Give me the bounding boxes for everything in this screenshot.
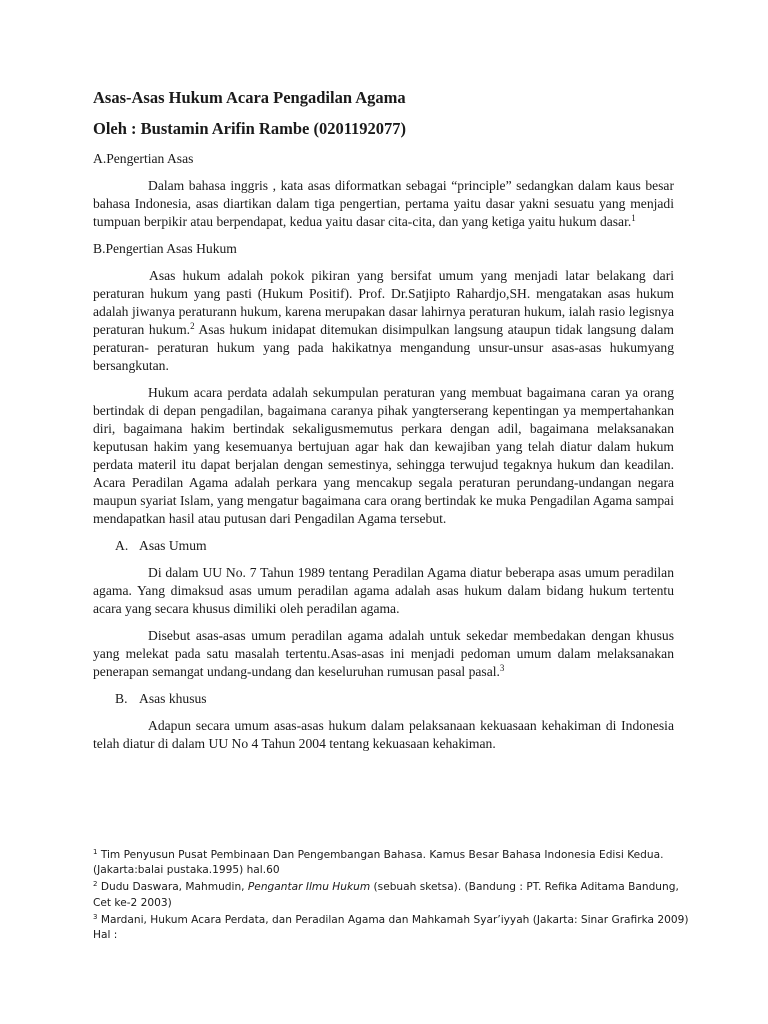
- paragraph-asas-hukum: [93, 267, 674, 375]
- section-heading-pengertian-asas-hukum: B.Pengertian Asas Hukum: [93, 241, 237, 256]
- footnote-ref: 3: [499, 663, 505, 673]
- footnote-book-title: Pengantar Ilmu Hukum: [247, 881, 371, 894]
- subheading-asas-umum: [93, 537, 674, 555]
- paragraph-pengertian-asas: [93, 177, 674, 231]
- footnote-text: Dudu Daswara, Mahmudin,: [97, 881, 248, 894]
- footnote-3: [93, 913, 693, 943]
- list-marker: A.: [115, 538, 129, 553]
- subheading-asas-khusus: [93, 690, 674, 708]
- footnote-number: 1: [93, 848, 98, 856]
- paragraph-text: Asas hukum adalah pokok pikiran yang bersifat umum yang menjadi latar belakang dari peraturan hukum yang pasti (Hukum Positif). Prof. Dr.Satjipto Rahardjo,SH. mengatakan asas hukum adalah jiwanya peraturann hukum, karena merupakan dasar lahirnya peraturan hukum, ialah rasio legisnya peraturan hukum.: [93, 268, 674, 337]
- footnotes: [93, 848, 693, 945]
- footnote-ref: 2: [190, 321, 195, 331]
- footnote-2: [93, 880, 693, 910]
- paragraph-asas-umum-2: [93, 627, 674, 681]
- subheading-text: Asas khusus: [139, 691, 207, 706]
- footnote-text: Mardani, Hukum Acara Perdata, dan Peradilan Agama dan Mahkamah Syar’iyyah (Jakarta: Sinar Grafirka 2009) Hal :: [93, 913, 689, 942]
- subheading-text: Asas Umum: [139, 538, 207, 553]
- paragraph-text: Disebut asas-asas umum peradilan agama adalah untuk sekedar membedakan dengan khusus yang melekat pada satu masalah tertentu.Asas-asas ini menjadi pedoman umum dalam melaksanakan penerapan semangat undang-undang dan keseluruhan rumusan pasal pasal.: [93, 628, 674, 679]
- document-body: [93, 88, 674, 762]
- footnote-number: 2: [93, 880, 98, 889]
- footnote-ref: 1: [631, 213, 636, 223]
- document-title: Asas-Asas Hukum Acara Pengadilan Agama: [93, 88, 406, 107]
- footnote-text: Tim Penyusun Pusat Pembinaan Dan Pengembangan Bahasa. Kamus Besar Bahasa Indonesia Edisi Kedua. (Jakarta:balai pustaka.1995) hal.60: [93, 849, 664, 877]
- paragraph-text: Asas hukum inidapat ditemukan disimpulkan langsung ataupun tidak langsung dalam peraturan- peraturan hukum yang pada hakikatnya mengandung unsur-unsur asas-asas hukumyang bersangkutan.: [93, 322, 675, 373]
- footnote-1: [93, 848, 693, 878]
- footnote-text: (sebuah sketsa). (Bandung : PT. Refika Aditama Bandung, Cet ke-2 2003): [93, 881, 679, 909]
- paragraph-asas-khusus: Adapun secara umum asas-asas hukum dalam pelaksanaan kekuasaan kehakiman di Indonesia telah diatur di dalam UU No 4 Tahun 2004 tentang kekuasaan kehakiman.: [93, 718, 674, 751]
- document-author: Oleh : Bustamin Arifin Rambe (0201192077): [93, 119, 407, 138]
- paragraph-hukum-acara-perdata: Hukum acara perdata adalah sekumpulan peraturan yang membuat bagaimana caran ya orang bertindak di depan pengadilan, bagaimana caranya pihak yangterserang kepentingan ya mempertahankan diri, bagaimana hakim bertindak sekaligusmemutus perkara dengan adil, bagaimana melaksanakan keputusan hakim yang kesemuanya bertujuan agar hak dan kewajiban yang telah diatur dalam hukum perdata materil itu dapat berjalan dengan semestinya, sehingga terwujud tegaknya hukum dan keadilan. Acara Peradilan Agama adalah perkara yang mencakup segala peraturan perundang-undangan negara maupun syariat Islam, yang mengatur bagaimana cara orang bertindak ke muka Pengadilan Agama sampai mendapatkan hasil atau putusan dari Pengadilan Agama tersebut.: [93, 385, 674, 526]
- list-marker: B.: [115, 691, 128, 706]
- paragraph-text: Dalam bahasa inggris , kata asas diformatkan sebagai “principle” sedangkan dalam kaus besar bahasa Indonesia, asas diartikan dalam tiga pengertian, pertama yaitu dasar yakni sesuatu yang menjadi tumpuan berpikir atau berpendapat, kedua yaitu dasar cita-cita, dan yang ketiga yaitu hukum dasar.: [93, 178, 674, 229]
- paragraph-asas-umum-1: Di dalam UU No. 7 Tahun 1989 tentang Peradilan Agama diatur beberapa asas umum peradilan agama. Yang dimaksud asas umum peradilan agama adalah asas hukum dalam bidang hukum tertentu acara yang secara khusus dimiliki oleh peradilan agama.: [93, 565, 674, 616]
- footnote-number: 3: [93, 912, 98, 921]
- section-heading-pengertian-asas: A.Pengertian Asas: [93, 151, 194, 166]
